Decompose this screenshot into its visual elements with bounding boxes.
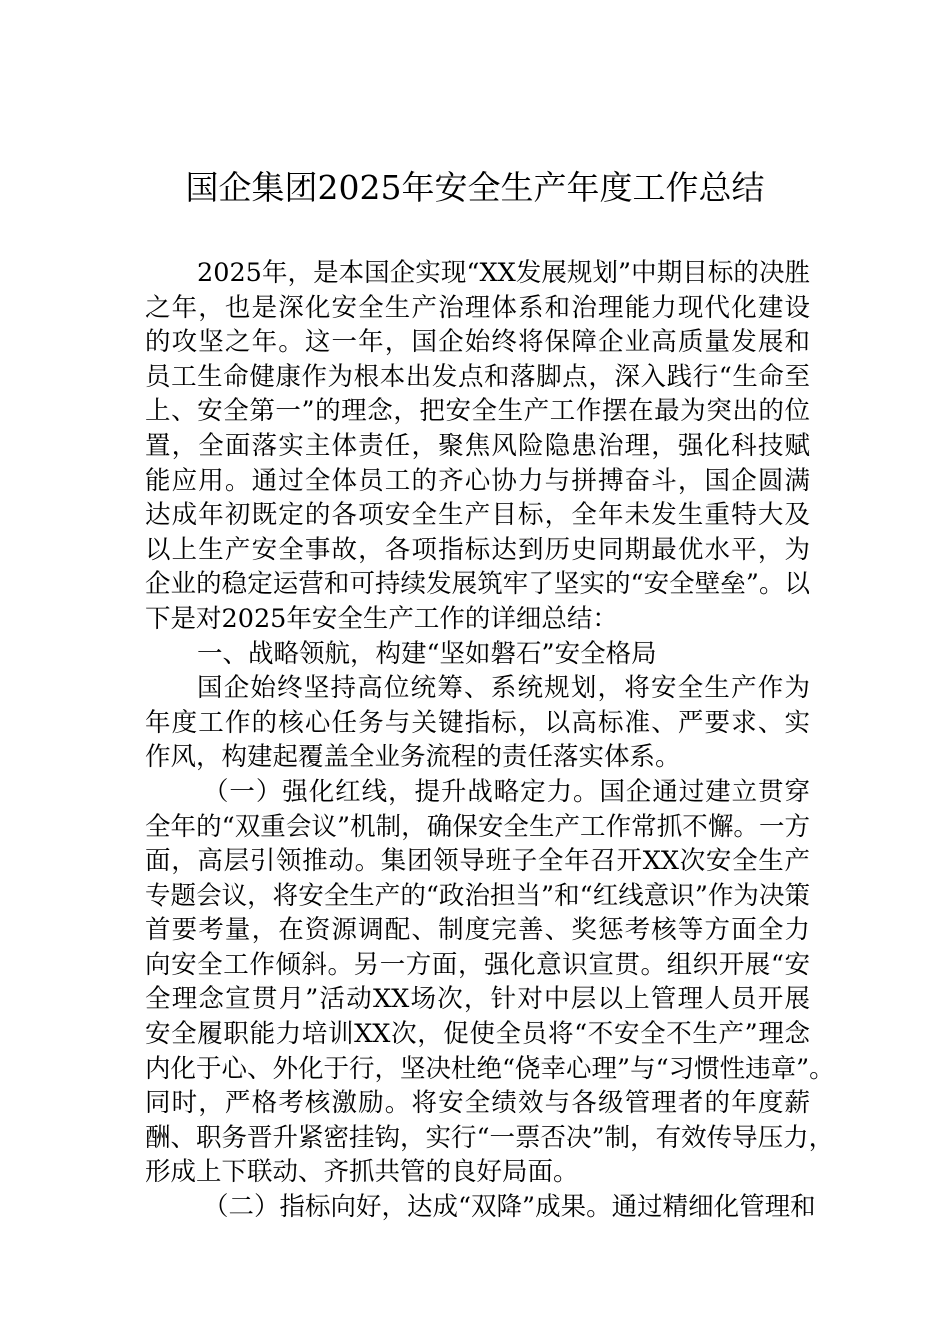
paragraph-line: 国企始终坚持高位统筹、系统规划，将安全生产作为 [197, 673, 810, 704]
paragraph-line: 全理念宣贯月”活动XX场次，针对中层以上管理人员开展 [145, 984, 810, 1015]
section-heading: 一、战略领航，构建“坚如磐石”安全格局 [197, 638, 657, 669]
document-body [145, 256, 835, 1225]
paragraph-line: 员工生命健康作为根本出发点和落脚点，深入践行“生命至 [145, 361, 810, 392]
paragraph-line: 首要考量，在资源调配、制度完善、奖惩考核等方面全力 [145, 915, 810, 946]
paragraph-line: 2025年，是本国企实现“XX发展规划”中期目标的决胜 [197, 258, 810, 288]
paragraph-line: 能应用。通过全体员工的齐心协力与拼搏奋斗，国企圆满 [145, 465, 810, 496]
subsection-line: （一）强化红线，提升战略定力。国企通过建立贯穿 [203, 776, 810, 807]
paragraph-line: 企业的稳定运营和可持续发展筑牢了坚实的“安全壁垒”。以 [145, 569, 810, 600]
paragraph-line: 酬、职务晋升紧密挂钩，实行“一票否决”制，有效传导压力， [145, 1122, 835, 1153]
paragraph-line: 向安全工作倾斜。另一方面，强化意识宣贯。组织开展“安 [145, 949, 810, 980]
paragraph-line: 下是对2025年安全生产工作的详细总结： [145, 603, 618, 634]
paragraph-line: 专题会议，将安全生产的“政治担当”和“红线意识”作为决策 [145, 880, 810, 911]
paragraph-line: 上、安全第一”的理念，把安全生产工作摆在最为突出的位 [145, 396, 810, 427]
paragraph-line: 置，全面落实主体责任，聚焦风险隐患治理，强化科技赋 [145, 430, 810, 461]
paragraph-line: 之年，也是深化安全生产治理体系和治理能力现代化建设 [145, 292, 810, 323]
paragraph-line: 全年的“双重会议”机制，确保安全生产工作常抓不懈。一方 [145, 811, 810, 842]
paragraph-line: 的攻坚之年。这一年，国企始终将保障企业高质量发展和 [145, 327, 810, 358]
paragraph-line: 以上生产安全事故，各项指标达到历史同期最优水平，为 [145, 534, 810, 565]
paragraph-line: 内化于心、外化于行，坚决杜绝“侥幸心理”与“习惯性违章”。 [145, 1053, 835, 1084]
paragraph-line: 作风，构建起覆盖全业务流程的责任落实体系。 [145, 742, 681, 773]
paragraph-line: 面，高层引领推动。集团领导班子全年召开XX次安全生产 [145, 846, 810, 877]
paragraph-line: 年度工作的核心任务与关键指标，以高标准、严要求、实 [145, 707, 810, 738]
paragraph-line: 同时，严格考核激励。将安全绩效与各级管理者的年度薪 [145, 1088, 810, 1119]
paragraph-line: 达成年初既定的各项安全生产目标，全年未发生重特大及 [145, 500, 810, 531]
paragraph-line: 形成上下联动、齐抓共管的良好局面。 [145, 1157, 579, 1188]
document-title: 国企集团2025年安全生产年度工作总结 [185, 168, 765, 207]
paragraph-line: 安全履职能力培训XX次，促使全员将“不安全不生产”理念 [145, 1019, 810, 1050]
subsection-line: （二）指标向好，达成“双降”成果。通过精细化管理和 [203, 1192, 816, 1223]
